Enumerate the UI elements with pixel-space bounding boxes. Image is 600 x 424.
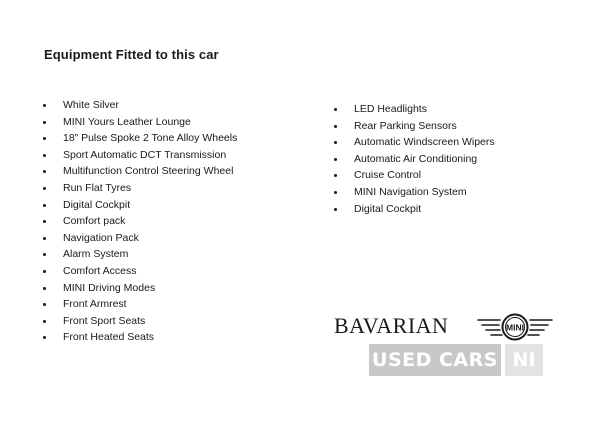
list-item-label: MINI Driving Modes (63, 281, 156, 294)
equipment-list-left (43, 97, 237, 346)
list-item-label: Navigation Pack (63, 231, 139, 244)
list-item-label: Digital Cockpit (63, 198, 131, 211)
list-item-label: LED Headlights (354, 103, 427, 115)
bullet-icon (43, 287, 46, 290)
list-item (334, 118, 495, 135)
list-item (43, 329, 237, 346)
list-item-label: Cruise Control (354, 169, 422, 182)
list-item (43, 163, 237, 180)
list-item-label: Front Heated Seats (63, 331, 155, 344)
list-item-label: Automatic Windscreen Wipers (354, 136, 495, 149)
bullet-icon (334, 174, 337, 177)
bullet-icon (334, 125, 337, 128)
emblem-text: MINI (506, 322, 524, 333)
list-item-label: Front Armrest (63, 298, 127, 311)
list-item (334, 201, 495, 218)
bullet-icon (43, 320, 46, 323)
list-item (43, 296, 237, 313)
bullet-icon (43, 137, 46, 140)
bullet-icon (43, 336, 46, 339)
list-item (43, 246, 237, 263)
brand-name: BAVARIAN (334, 313, 449, 338)
list-item (334, 167, 495, 184)
list-item-label: 18” Pulse Spoke 2 Tone Alloy Wheels (63, 132, 238, 145)
list-item (43, 280, 237, 297)
bullet-icon (43, 220, 46, 223)
bullet-icon (334, 191, 337, 194)
bullet-icon (43, 187, 46, 190)
list-item (43, 197, 237, 214)
list-item (43, 180, 237, 197)
list-item-label: Front Sport Seats (63, 314, 146, 327)
list-item (43, 130, 237, 147)
list-item (43, 313, 237, 330)
bullet-icon (43, 253, 46, 256)
list-item-label: Comfort pack (63, 215, 126, 228)
bullet-icon (43, 204, 46, 207)
list-item-label: White Silver (63, 99, 120, 111)
bullet-icon (43, 154, 46, 157)
bullet-icon (334, 141, 337, 144)
bullet-icon (43, 121, 46, 124)
list-item (43, 114, 237, 131)
bullet-icon (43, 237, 46, 240)
list-item (334, 151, 495, 168)
list-item-label: Sport Automatic DCT Transmission (63, 148, 227, 161)
list-item-label: MINI Navigation System (354, 185, 467, 198)
bullet-icon (334, 158, 337, 161)
bullet-icon (334, 108, 337, 111)
mini-wings-emblem-icon (476, 313, 554, 341)
page-title: Equipment Fitted to this car (44, 47, 219, 62)
list-item-label: Rear Parking Sensors (354, 119, 457, 132)
list-item (334, 134, 495, 151)
used-cars-badge: USED CARS (369, 344, 501, 376)
list-item-label: Automatic Air Conditioning (354, 152, 478, 165)
bullet-icon (43, 170, 46, 173)
bullet-icon (334, 208, 337, 211)
list-item-label: Alarm System (63, 248, 129, 261)
list-item-label: Multifunction Control Steering Wheel (63, 165, 234, 178)
list-item (43, 263, 237, 280)
list-item (334, 184, 495, 201)
list-item (43, 97, 237, 114)
list-item-label: Comfort Access (63, 264, 137, 277)
list-item (43, 213, 237, 230)
dealer-logo (334, 312, 554, 378)
bullet-icon (43, 270, 46, 273)
list-item-label: Run Flat Tyres (63, 181, 132, 194)
list-item (43, 230, 237, 247)
list-item-label: MINI Yours Leather Lounge (63, 115, 191, 128)
list-item-label: Digital Cockpit (354, 202, 422, 215)
bullet-icon (43, 104, 46, 107)
bullet-icon (43, 303, 46, 306)
equipment-list-right (334, 101, 495, 217)
list-item (334, 101, 495, 118)
region-badge: NI (505, 344, 543, 376)
list-item (43, 147, 237, 164)
